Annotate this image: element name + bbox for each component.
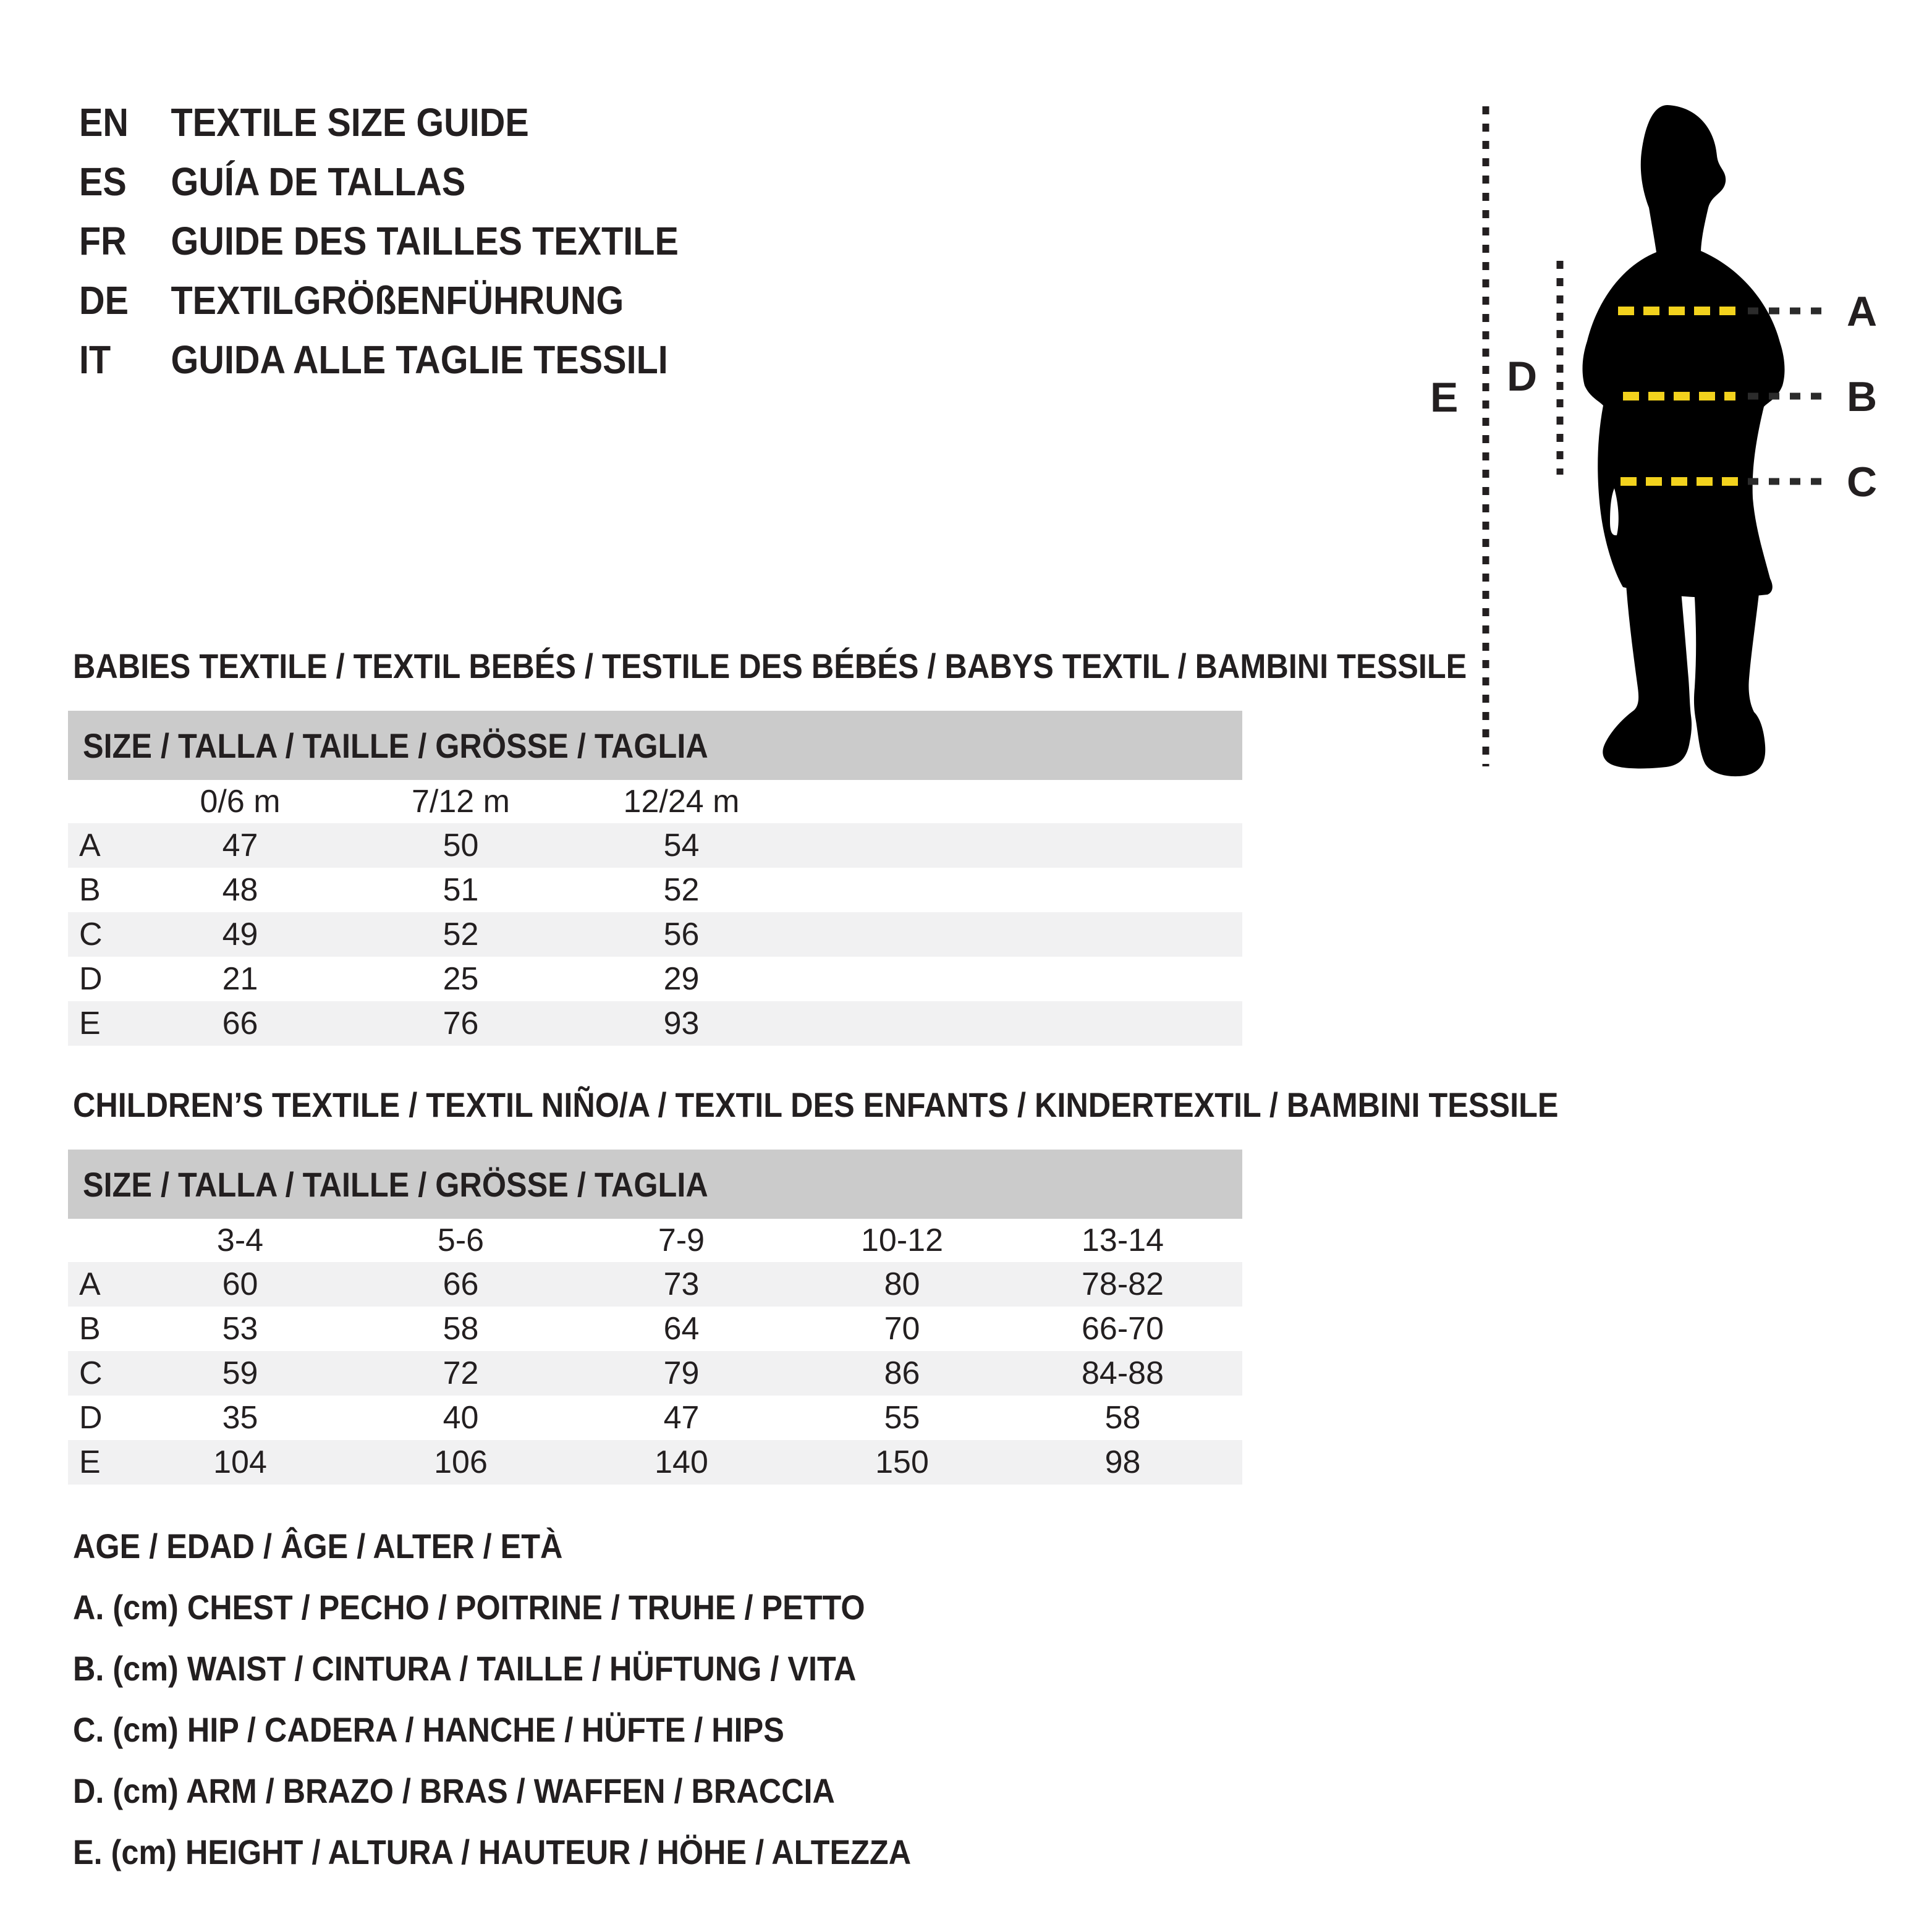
table-cell: 98 [1104,1444,1141,1480]
legend-text: B. (cm) WAIST / CINTURA / TAILLE / HÜFTUNG / VITA [73,1649,857,1688]
table-cell: 29 [663,961,700,997]
table-cell: 150 [875,1444,929,1480]
table-cell: 140 [655,1444,708,1480]
language-row-fr [79,211,679,271]
row-label: A [79,828,101,863]
language-row-es [79,152,679,211]
measurement-legend [73,1515,1004,1883]
language-row-en [79,93,679,152]
table-cell: 52 [443,917,479,952]
language-title: TEXTILGRÖßENFÜHRUNG [171,278,624,323]
table-cell: 35 [222,1400,258,1436]
language-title: GUÍA DE TALLAS [171,159,466,204]
legend-line-waist [73,1638,1004,1699]
table-cell: 56 [663,917,700,952]
language-code: DE [79,278,129,323]
table-cell: 86 [884,1355,920,1391]
size-header-text: SIZE / TALLA / TAILLE / GRÖSSE / TAGLIA [83,726,708,765]
figure-label-d: D [1507,353,1538,400]
legend-text: AGE / EDAD / ÂGE / ALTER / ETÀ [73,1527,563,1566]
babies-heading-text: BABIES TEXTILE / TEXTIL BEBÉS / TESTILE DES BÉBÉS / BABYS TEXTIL / BAMBINI TESSILE [73,646,1467,685]
row-label: B [79,872,101,908]
language-title: TEXTILE SIZE GUIDE [171,100,529,145]
table-cell: 25 [443,961,479,997]
table-cell: 66 [222,1006,258,1041]
table-cell: 53 [222,1311,258,1347]
language-title: GUIDE DES TAILLES TEXTILE [171,219,679,263]
column-header: 12/24 m [623,784,740,820]
column-header: 5-6 [437,1222,485,1258]
language-code: EN [79,100,129,145]
table-cell: 50 [443,828,479,863]
language-row-de [79,271,679,330]
table-cell: 66 [443,1266,479,1302]
legend-line-hip [73,1699,1004,1760]
language-row-it [79,330,679,389]
row-label: E [79,1006,101,1041]
row-label: C [79,1355,103,1391]
table-cell: 104 [213,1444,267,1480]
table-cell: 51 [443,872,479,908]
table-row-b [68,868,1242,912]
children-section-heading [73,1083,1724,1126]
table-cell: 76 [443,1006,479,1041]
column-header: 13-14 [1082,1222,1164,1258]
figure-label-c: C [1847,459,1878,506]
table-row-c [68,912,1242,957]
table-cell: 106 [434,1444,488,1480]
figure-label-e: E [1430,374,1459,421]
table-cell: 21 [222,961,258,997]
table-cell: 40 [443,1400,479,1436]
row-label: A [79,1266,101,1302]
table-cell: 80 [884,1266,920,1302]
table-row-e [68,1001,1242,1046]
size-header-text: SIZE / TALLA / TAILLE / GRÖSSE / TAGLIA [83,1164,708,1204]
row-label: D [79,961,103,997]
table-row-d [68,1396,1242,1440]
children-size-table [68,1150,1242,1485]
column-header: 0/6 m [200,784,281,820]
language-title: GUIDA ALLE TAGLIE TESSILI [171,337,668,382]
column-header: 10-12 [861,1222,943,1258]
children-heading-text: CHILDREN’S TEXTILE / TEXTIL NIÑO/A / TEXTIL DES ENFANTS / KINDERTEXTIL / BAMBINI TESSILE [73,1085,1559,1124]
column-header: 7/12 m [412,784,510,820]
row-label: E [79,1444,101,1480]
table-row-c [68,1351,1242,1396]
table-cell: 58 [1104,1400,1141,1436]
table-row-e [68,1440,1242,1485]
language-code: ES [79,159,127,204]
table-row-a [68,823,1242,868]
row-label: B [79,1311,101,1347]
row-label: D [79,1400,103,1436]
table-cell: 70 [884,1311,920,1347]
table-cell: 93 [663,1006,700,1041]
table-cell: 66-70 [1082,1311,1164,1347]
babies-size-header-bar [68,711,1242,780]
table-cell: 55 [884,1400,920,1436]
legend-text: C. (cm) HIP / CADERA / HANCHE / HÜFTE / HIPS [73,1710,784,1749]
legend-line-height [73,1821,1004,1883]
table-cell: 64 [663,1311,700,1347]
table-cell: 48 [222,872,258,908]
babies-size-table [68,711,1242,1046]
legend-text: E. (cm) HEIGHT / ALTURA / HAUTEUR / HÖHE / ALTEZZA [73,1832,912,1871]
column-header: 3-4 [216,1222,264,1258]
children-column-header-row [68,1219,1242,1262]
children-size-header-bar [68,1150,1242,1219]
legend-line-chest [73,1577,1004,1638]
column-header: 7-9 [658,1222,705,1258]
table-cell: 52 [663,872,700,908]
babies-section-heading [73,644,1622,687]
table-cell: 47 [222,828,258,863]
table-cell: 73 [663,1266,700,1302]
table-cell: 78-82 [1082,1266,1164,1302]
row-label: C [79,917,103,952]
babies-column-header-row [68,780,1242,823]
legend-text: A. (cm) CHEST / PECHO / POITRINE / TRUHE / PETTO [73,1588,865,1627]
table-cell: 79 [663,1355,700,1391]
legend-line-arm [73,1760,1004,1821]
table-cell: 72 [443,1355,479,1391]
table-cell: 58 [443,1311,479,1347]
table-row-a [68,1262,1242,1307]
table-row-b [68,1307,1242,1351]
legend-text: D. (cm) ARM / BRAZO / BRAS / WAFFEN / BRACCIA [73,1771,835,1810]
table-row-d [68,957,1242,1001]
table-cell: 59 [222,1355,258,1391]
table-cell: 60 [222,1266,258,1302]
figure-label-b: B [1847,373,1878,420]
table-cell: 54 [663,828,700,863]
table-cell: 47 [663,1400,700,1436]
table-cell: 84-88 [1082,1355,1164,1391]
table-cell: 49 [222,917,258,952]
figure-label-a: A [1847,288,1878,335]
language-code: FR [79,219,127,263]
language-title-list [79,93,745,389]
language-code: IT [79,337,111,382]
legend-line-age [73,1515,1004,1577]
